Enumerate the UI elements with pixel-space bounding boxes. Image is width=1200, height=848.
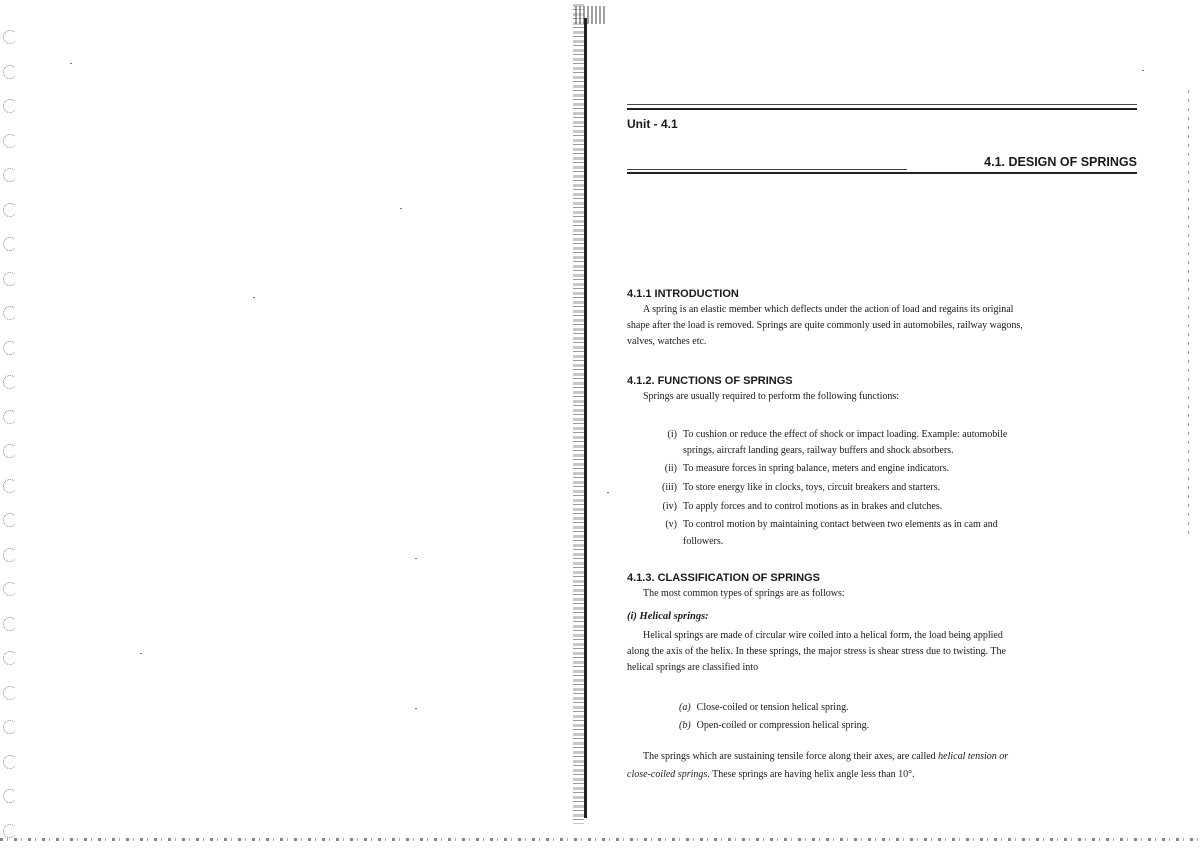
list-item — [651, 517, 1137, 533]
list-text: springs, aircraft landing gears, railway buffers and shock absorbers. — [683, 445, 954, 456]
punch-hole — [3, 548, 17, 562]
section-heading-introduction: 4.1.1 INTRODUCTION — [627, 288, 739, 300]
list-text: To apply forces and to control motions as in brakes and clutches. — [683, 501, 943, 512]
punch-hole — [3, 513, 17, 527]
punch-hole — [3, 30, 17, 44]
title-rule — [627, 169, 907, 170]
list-text: To store energy like in clocks, toys, circuit breakers and starters. — [683, 482, 941, 493]
list-text: To measure forces in spring balance, meters and engine indicators. — [683, 463, 950, 474]
scan-speck — [400, 208, 402, 209]
scan-speck — [415, 708, 417, 709]
punch-hole — [3, 686, 17, 700]
punch-hole — [3, 444, 17, 458]
punch-hole — [3, 479, 17, 493]
sub-list-number: (a) — [679, 702, 691, 713]
scan-bottom-edge — [0, 838, 1200, 841]
list-item — [651, 480, 1137, 496]
sub-list-item — [679, 700, 849, 716]
list-number: (iii) — [662, 482, 677, 493]
list-item — [651, 499, 1137, 515]
binder-holes — [0, 0, 24, 848]
spine-shadow — [575, 6, 605, 24]
paragraph-line: Springs are usually required to perform the following functions: — [643, 391, 900, 402]
punch-hole — [3, 755, 17, 769]
subsection-heading: (i) Helical springs: — [627, 611, 709, 622]
header-rule — [627, 104, 1137, 105]
sub-list-text: Open-coiled or compression helical spring. — [696, 720, 870, 731]
paragraph-line — [627, 767, 1137, 783]
punch-hole — [3, 341, 17, 355]
scan-speck — [253, 297, 255, 298]
title-rule — [627, 172, 1137, 174]
text-run: The springs which are sustaining tensile force along their axes, are called — [643, 751, 939, 762]
scan-speck — [415, 558, 417, 559]
list-item — [651, 443, 1137, 459]
paragraph-line: A spring is an elastic member which deflects under the action of load and regains its original — [643, 304, 1014, 315]
paragraph-line — [627, 749, 1137, 765]
list-number: (ii) — [664, 463, 677, 474]
punch-hole — [3, 237, 17, 251]
italic-term: close-coiled springs — [627, 769, 708, 780]
paragraph-line: The most common types of springs are as follows: — [643, 588, 845, 599]
section-heading-functions: 4.1.2. FUNCTIONS OF SPRINGS — [627, 375, 793, 387]
scan-speck — [607, 492, 609, 493]
page-title: 4.1. DESIGN OF SPRINGS — [984, 155, 1137, 169]
list-item — [651, 461, 1137, 477]
punch-hole — [3, 582, 17, 596]
punch-hole — [3, 272, 17, 286]
list-number: (v) — [665, 519, 677, 530]
scan-speck — [70, 63, 72, 64]
list-text: To cushion or reduce the effect of shock or impact loading. Example: automobile — [683, 429, 1008, 440]
punch-hole — [3, 375, 17, 389]
punch-hole — [3, 824, 17, 838]
section-heading-classification: 4.1.3. CLASSIFICATION OF SPRINGS — [627, 572, 820, 584]
list-text: To control motion by maintaining contact between two elements as in cam and — [683, 519, 998, 530]
sub-list-item — [679, 718, 869, 734]
unit-label: Unit - 4.1 — [627, 117, 678, 131]
sub-list-number: (b) — [679, 720, 691, 731]
paragraph-line: valves, watches etc. — [627, 336, 707, 347]
punch-hole — [3, 65, 17, 79]
book-spine — [573, 4, 584, 824]
punch-hole — [3, 99, 17, 113]
punch-hole — [3, 410, 17, 424]
list-item — [651, 427, 1137, 443]
punch-hole — [3, 134, 17, 148]
italic-term: helical tension or — [938, 751, 1009, 762]
paragraph-line: Helical springs are made of circular wire coiled into a helical form, the load being applied — [643, 630, 1003, 641]
paragraph-line: shape after the load is removed. Springs are quite commonly used in automobiles, railway wagons, — [627, 320, 1023, 331]
scan-speck — [1142, 70, 1144, 71]
list-item — [651, 534, 1137, 550]
punch-hole — [3, 651, 17, 665]
punch-hole — [3, 789, 17, 803]
paragraph-line: along the axis of the helix. In these springs, the major stress is shear stress due to twisting. The — [627, 646, 1006, 657]
punch-hole — [3, 203, 17, 217]
list-text: followers. — [683, 536, 724, 547]
punch-hole — [3, 168, 17, 182]
scan-speck — [140, 653, 142, 654]
list-number: (iv) — [662, 501, 677, 512]
list-number: (i) — [667, 429, 677, 440]
spine-edge — [584, 18, 587, 818]
paragraph-line: helical springs are classified into — [627, 662, 759, 673]
page-edge — [1188, 90, 1189, 540]
header-rule — [627, 108, 1137, 110]
sub-list-text: Close-coiled or tension helical spring. — [696, 702, 849, 713]
punch-hole — [3, 720, 17, 734]
punch-hole — [3, 617, 17, 631]
text-run: . These springs are having helix angle less than 10°. — [707, 769, 915, 780]
punch-hole — [3, 306, 17, 320]
